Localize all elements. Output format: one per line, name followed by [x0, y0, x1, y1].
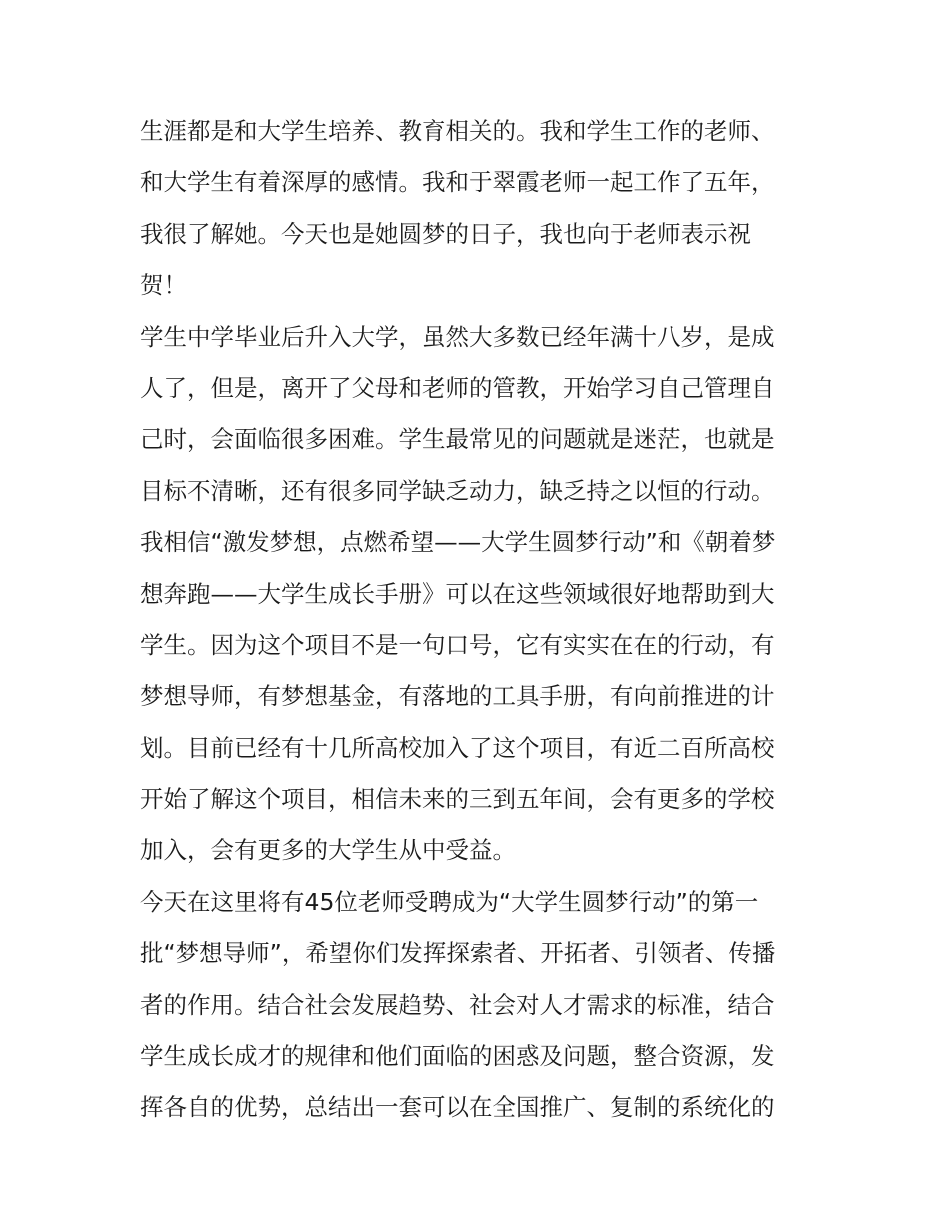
text-line: 我相信“激发梦想，点燃希望——大学生圆梦行动”和《朝着梦 [140, 528, 776, 557]
paragraph-1 [140, 106, 820, 312]
text-line: 人了，但是，离开了父母和老师的管教，开始学习自己管理自 [140, 373, 775, 402]
text-line: 学生成长成才的规律和他们面临的困惑及问题，整合资源，发 [140, 1042, 775, 1071]
paragraph-2 [140, 312, 820, 877]
text-line: 生涯都是和大学生培养、教育相关的。我和学生工作的老师、 [140, 117, 775, 145]
text-line: 己时，会面临很多困难。学生最常见的问题就是迷茫，也就是 [140, 425, 775, 454]
text-line: 划。目前已经有十几所高校加入了这个项目，有近二百所高校 [140, 733, 775, 762]
text-line: 加入，会有更多的大学生从中受益。 [140, 836, 516, 865]
text-line: 者的作用。结合社会发展趋势、社会对人才需求的标准，结合 [140, 990, 775, 1019]
text-line: 学生。因为这个项目不是一句口号，它有实实在在的行动，有 [140, 630, 775, 659]
text-line: 今天在这里将有45位老师受聘成为“大学生圆梦行动”的第一 [140, 887, 759, 916]
text-line: 目标不清晰，还有很多同学缺乏动力，缺乏持之以恒的行动。 [140, 476, 775, 505]
text-line: 我很了解她。今天也是她圆梦的日子，我也向于老师表示祝 [140, 219, 751, 248]
text-line: 梦想导师，有梦想基金，有落地的工具手册，有向前推进的计 [140, 682, 775, 711]
text-line: 和大学生有着深厚的感情。我和于翠霞老师一起工作了五年， [140, 168, 775, 197]
paragraph-3 [140, 877, 820, 1134]
text-line: 学生中学毕业后升入大学，虽然大多数已经年满十八岁，是成 [140, 322, 775, 351]
text-line: 贺！ [140, 271, 187, 300]
document-body [140, 106, 820, 1134]
text-line: 想奔跑——大学生成长手册》可以在这些领域很好地帮助到大 [140, 579, 775, 608]
text-line: 开始了解这个项目，相信未来的三到五年间，会有更多的学校 [140, 785, 775, 814]
text-line: 批“梦想导师”，希望你们发挥探索者、开拓者、引领者、传播 [140, 939, 776, 968]
text-line: 挥各自的优势，总结出一套可以在全国推广、复制的系统化的 [140, 1093, 775, 1122]
